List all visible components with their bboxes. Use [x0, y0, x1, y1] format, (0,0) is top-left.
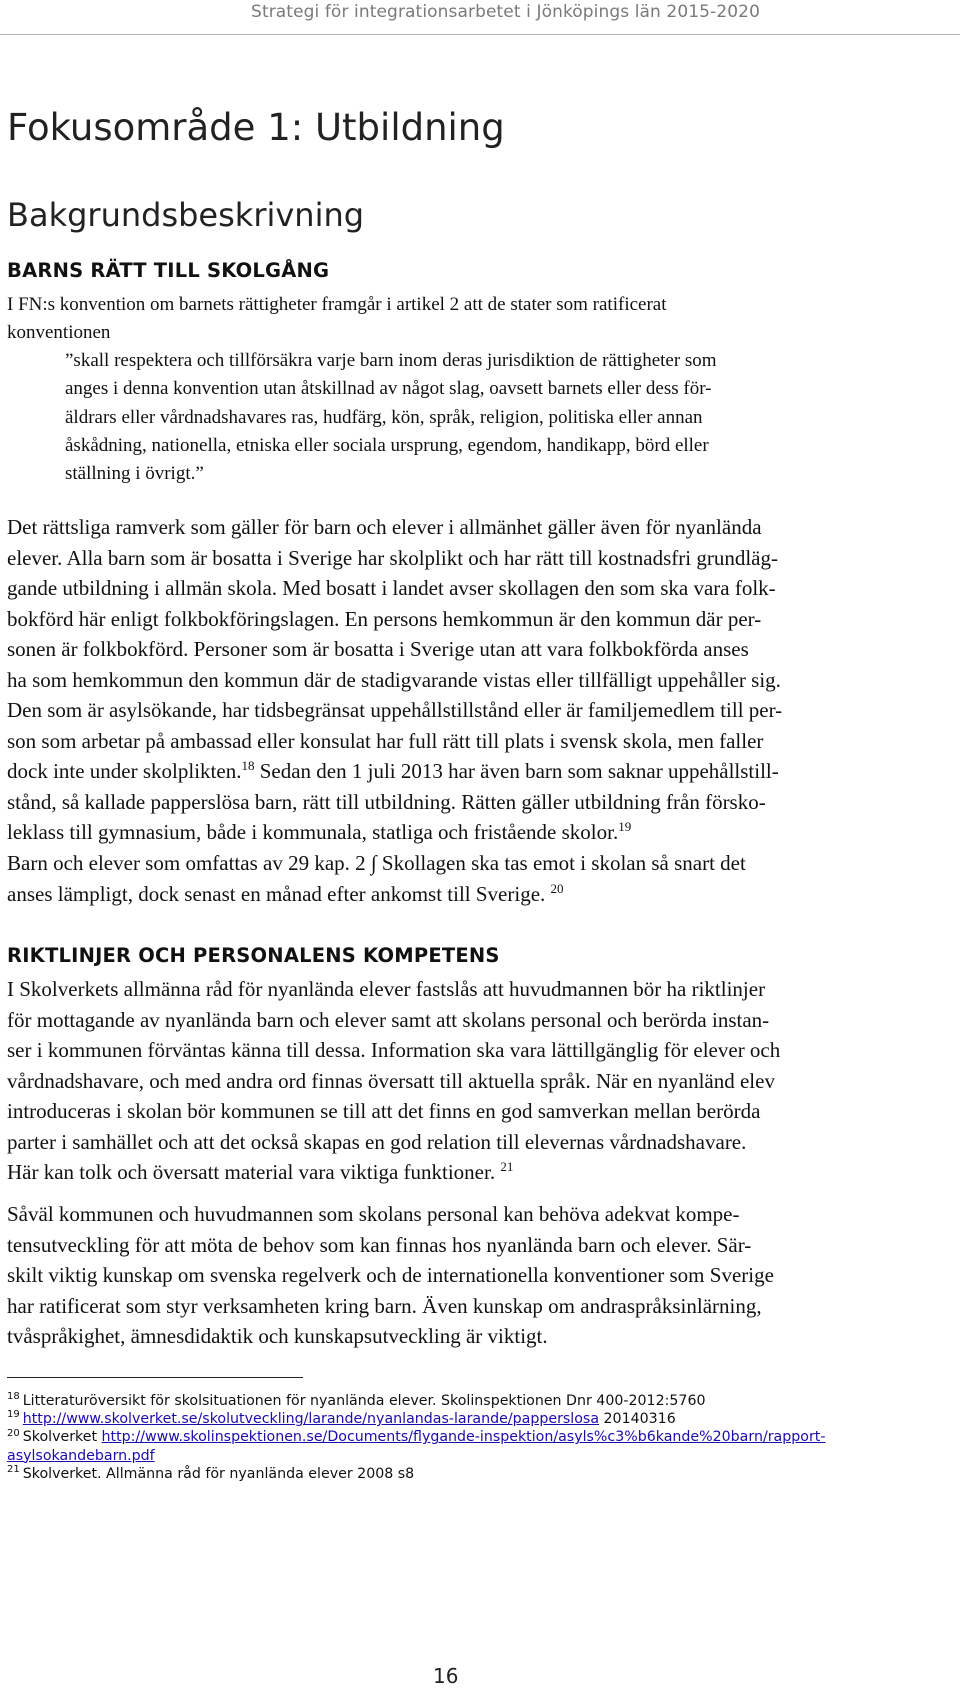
- quote-line: anges i denna konvention utan åtskillnad av något slag, oavsett barnets eller dess för-: [65, 378, 712, 400]
- text-line: [7, 879, 952, 910]
- section-heading-riktlinjer: RIKTLINJER OCH PERSONALENS KOMPETENS: [7, 944, 500, 967]
- paragraph-guidelines: [7, 974, 952, 1188]
- text-line: elever. Alla barn som är bosatta i Sverige har skolplikt och har rätt till kostnadsfri grundläg-: [7, 545, 778, 570]
- page-subtitle: Bakgrundsbeskrivning: [7, 196, 365, 234]
- paragraph-legal-framework: [7, 512, 952, 848]
- running-header: [0, 0, 960, 35]
- text-line: parter i samhället och att det också skapas en god relation till elevernas vårdnadshavare.: [7, 1129, 747, 1154]
- footnote-number: 20: [7, 1427, 20, 1439]
- section-heading-barns-ratt: BARNS RÄTT TILL SKOLGÅNG: [7, 259, 330, 282]
- footnote-19: [7, 1410, 952, 1428]
- quote-line: äldrars eller vårdnadshavares ras, hudfärg, kön, språk, religion, politiska eller annan: [65, 406, 703, 428]
- text-line: tvåspråkighet, ämnesdidaktik och kunskapsutveckling är viktigt.: [7, 1324, 548, 1348]
- text-line: I Skolverkets allmänna råd för nyanlända elever fastslås att huvudmannen bör ha riktlinjer: [7, 977, 766, 1001]
- quote-block: [7, 347, 952, 488]
- text-line: har ratificerat som styr verksamheten kring barn. Även kunskap om andraspråksinlärning,: [7, 1293, 762, 1318]
- text-line: gande utbildning i allmän skola. Med bosatt i landet avser skollagen den som ska vara folk-: [7, 576, 776, 600]
- footnote-ref-20: 20: [550, 880, 564, 896]
- footnote-link-skolinspektionen-cont[interactable]: asylsokandebarn.pdf: [7, 1447, 155, 1464]
- text-line: sonen är folkbokförd. Personer som är bosatta i Sverige utan att vara folkbokförda anses: [7, 637, 749, 661]
- paragraph-reception: [7, 848, 952, 909]
- running-header-text: Strategi för integrationsarbetet i Jönköpings län 2015-2020: [251, 2, 760, 22]
- text-line: Den som är asylsökande, har tidsbegränsat uppehållstillstånd eller är familjemedlem till per-: [7, 698, 783, 722]
- footnote-text: Skolverket. Allmänna råd för nyanlända elever 2008 s8: [22, 1465, 415, 1482]
- footnote-text: 20140316: [599, 1411, 676, 1428]
- footnote-21: [7, 1465, 952, 1483]
- text-line: Barn och elever som omfattas av 29 kap. 2 ∫ Skollagen ska tas emot i skolan så snart det: [7, 851, 746, 875]
- text-line: för mottagande av nyanlända barn och elever samt att skolans personal och berörda instan-: [7, 1007, 770, 1032]
- text-fragment: Här kan tolk och översatt material vara viktiga funktioner.: [7, 1160, 501, 1184]
- footnote-link-skolverket[interactable]: http://www.skolverket.se/skolutveckling/larande/nyanlandas-larande/papperslosa: [22, 1411, 600, 1428]
- footnote-number: 18: [7, 1391, 20, 1403]
- text-line: I FN:s konvention om barnets rättigheter framgår i artikel 2 att de stater som ratificerat: [7, 294, 667, 315]
- intro-paragraph: [7, 291, 952, 348]
- paragraph-competence: [7, 1199, 952, 1352]
- text-fragment: anses lämpligt, dock senast en månad efter ankomst till Sverige.: [7, 881, 551, 906]
- text-line: Såväl kommunen och huvudmannen som skolans personal kan behöva adekvat kompe-: [7, 1202, 740, 1226]
- footnote-link-skolinspektionen[interactable]: http://www.skolinspektionen.se/Documents/flygande-inspektion/asyls%c3%b6kande%20barn/rapport-: [101, 1429, 826, 1446]
- footnote-20: [7, 1428, 952, 1446]
- text-fragment: leklass till gymnasium, både i kommunala, statliga och fristående skolor.: [7, 820, 619, 844]
- text-line: bokförd här enligt folkbokföringslagen. En persons hemkommun är den kommun där per-: [7, 606, 762, 631]
- footnote-ref-21: 21: [500, 1159, 514, 1174]
- text-fragment: dock inte under skolplikten.: [7, 759, 242, 783]
- text-line: ser i kommunen förväntas känna till dessa. Information ska vara lättillgänglig för elever och: [7, 1038, 781, 1062]
- text-line: [7, 756, 952, 787]
- text-line: Det rättsliga ramverk som gäller för barn och elever i allmänhet gäller även för nyanlända: [7, 515, 762, 539]
- text-line: stånd, så kallade papperslösa barn, rätt till utbildning. Rätten gäller utbildning från försko-: [7, 789, 766, 814]
- footnote-20-continued: [7, 1447, 952, 1465]
- footnote-ref-19: 19: [618, 819, 632, 834]
- footnote-number: 19: [7, 1409, 20, 1421]
- text-line: skilt viktig kunskap om svenska regelverk och de internationella konventioner som Sverige: [7, 1263, 774, 1287]
- quote-line: ”skall respektera och tillförsäkra varje barn inom deras jurisdiktion de rättigheter som: [65, 350, 717, 371]
- quote-line: åskådning, nationella, etniska eller sociala ursprung, egendom, handikapp, börd eller: [65, 434, 709, 456]
- text-line: konventionen: [7, 322, 111, 344]
- text-line: son som arbetar på ambassad eller konsulat har full rätt till plats i svensk skola, men faller: [7, 728, 764, 753]
- text-line: tensutveckling för att möta de behov som kan finnas hos nyanlända barn och elever. Sär-: [7, 1232, 752, 1257]
- text-line: ha som hemkommun den kommun där de stadigvarande vistas eller tillfälligt uppehåller sig.: [7, 667, 781, 692]
- text-line: vårdnadshavare, och med andra ord finnas översatt till aktuella språk. När en nyanländ elev: [7, 1068, 775, 1093]
- footnote-text: Skolverket: [22, 1429, 102, 1446]
- footnote-text: Litteraturöversikt för skolsituationen för nyanlända elever. Skolinspektionen Dnr 400-2012:5760: [22, 1393, 706, 1409]
- text-fragment: Sedan den 1 juli 2013 har även barn som saknar uppehållstill-: [254, 759, 779, 783]
- text-line: [7, 1157, 952, 1188]
- text-line: [7, 817, 952, 848]
- page-title: Fokusområde 1: Utbildning: [7, 106, 505, 149]
- footnotes: [7, 1392, 952, 1483]
- footnote-ref-18: 18: [241, 758, 255, 773]
- footnote-separator: [7, 1377, 303, 1378]
- quote-line: ställning i övrigt.”: [65, 463, 204, 485]
- text-line: introduceras i skolan bör kommunen se till att det finns en god samverkan mellan berörda: [7, 1099, 761, 1123]
- footnote-number: 21: [7, 1464, 20, 1476]
- page-number: 16: [433, 1664, 459, 1688]
- footnote-18: [7, 1392, 952, 1410]
